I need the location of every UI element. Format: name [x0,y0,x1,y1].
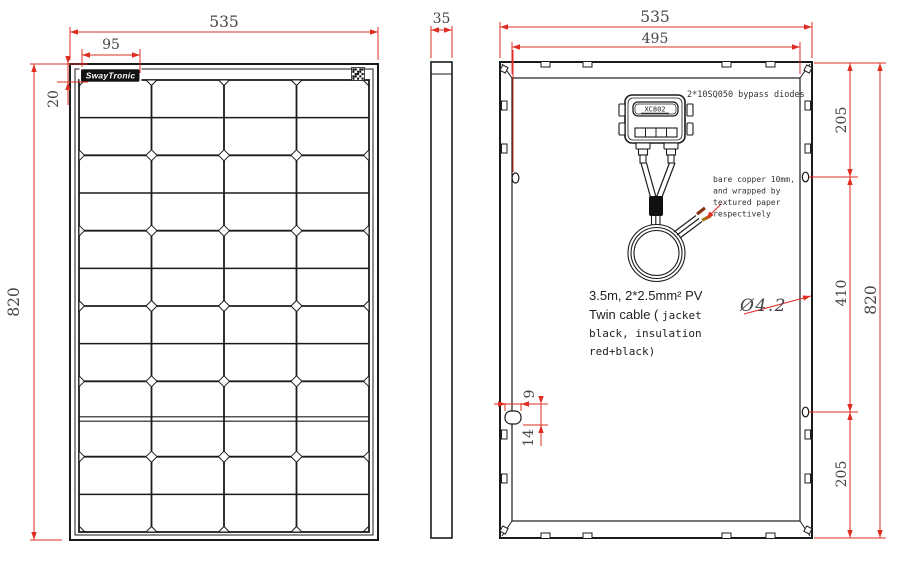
note-cable-line3: black, insulation [589,327,702,340]
frame-clip [805,101,811,110]
back-dim-width: 535 [640,8,670,26]
dim-arrow [847,412,852,420]
frame-clip [502,101,508,110]
note-bypass-diodes: 2*10SQ050 bypass diodes [687,90,805,100]
note-cable-line1: 3.5m, 2*2.5mm² PV [589,288,703,303]
mounting-hole-left [512,173,519,183]
mounting-slot [505,411,521,424]
back-dim-slot-height: 14 [521,429,537,447]
frame-clip [502,430,508,439]
dim-arrow [132,52,140,57]
frame-clip [541,62,550,68]
jbox-clip [687,104,693,116]
qr-cell [352,68,354,70]
note-cable-line2a: Twin cable ( [589,307,659,322]
frame-clip [805,144,811,153]
dim-arrow [431,27,439,32]
dim-arrow [847,169,852,177]
dim-arrow [31,532,36,540]
dim-arrow [82,52,90,57]
qr-cell [357,71,359,73]
front-dim-logo-height: 20 [46,90,62,108]
frame-clip [583,533,592,539]
cable-gland [668,155,674,163]
qr-cell [359,71,361,73]
junction-box-label: XC802 [644,105,666,114]
dim-arrow [792,44,800,49]
dim-arrow [31,64,36,72]
cable-gland [636,143,650,149]
mounting-hole-right-top [802,172,808,182]
dim-arrow [804,24,812,29]
qr-cell [357,78,359,80]
qr-cell [359,68,361,70]
back-dim-top-hole: 205 [834,106,850,134]
front-dim-width: 535 [209,13,239,31]
frame-clip [766,62,775,68]
back-dim-slot-width: 9 [522,389,538,399]
qr-cell [355,75,357,77]
qr-cell [352,75,354,77]
back-dim-height: 820 [862,285,880,315]
dim-arrow [444,27,452,32]
side-dim-thickness: 35 [432,11,451,27]
note-bare-copper-3: textured paper [713,198,781,207]
mounting-hole-right-bottom [802,407,808,417]
jbox-clip [619,104,625,116]
front-dim-height: 820 [5,287,23,317]
note-bare-copper-4: respectively [713,209,771,219]
dim-arrow [70,29,78,34]
qr-cell [359,75,361,77]
dim-arrow [847,530,852,538]
frame-clip [502,144,508,153]
frame-clip [722,62,731,68]
frame-clip [805,430,811,439]
cable-sleeve [649,196,663,216]
dim-arrow [847,63,852,71]
note-hole-diameter: Ø4.2 [740,296,787,316]
brand-logo-text: SwayTronic [85,70,136,81]
side-frame [431,62,452,538]
frame-clip [766,533,775,539]
jbox-clip [687,123,693,135]
frame-clip [583,62,592,68]
frame-clip [722,533,731,539]
back-dim-bottom-hole: 205 [834,460,850,488]
front-dim-logo-width: 95 [102,37,120,53]
frame-clip [541,533,550,539]
qr-cell [362,73,364,75]
jbox-clip [619,123,625,135]
frame-clip [805,474,811,483]
qr-cell [352,71,354,73]
qr-cell [352,78,354,80]
cable-gland [640,155,646,163]
cable-gland [667,149,676,155]
qr-cell [362,68,364,70]
back-dim-mid-hole: 410 [834,279,850,307]
note-bare-copper-2: and wrapped by [713,186,781,196]
note-cable-line4: red+black) [589,345,656,358]
dim-arrow [877,530,882,538]
frame-clip [502,474,508,483]
cable-gland [639,149,648,155]
dim-arrow [512,44,520,49]
qr-cell [355,68,357,70]
qr-cell [357,73,359,75]
cable-gland [664,143,678,149]
note-bare-copper-1: bare copper 10mm, [713,175,795,184]
qr-cell [355,73,357,75]
note-cable-line2b: jacket [662,309,702,322]
back-dim-inner-width: 495 [641,31,669,47]
dim-arrow [847,404,852,412]
qr-cell [362,78,364,80]
dim-arrow [877,63,882,71]
dim-arrow [847,177,852,185]
dim-arrow [370,29,378,34]
dim-arrow [500,24,508,29]
